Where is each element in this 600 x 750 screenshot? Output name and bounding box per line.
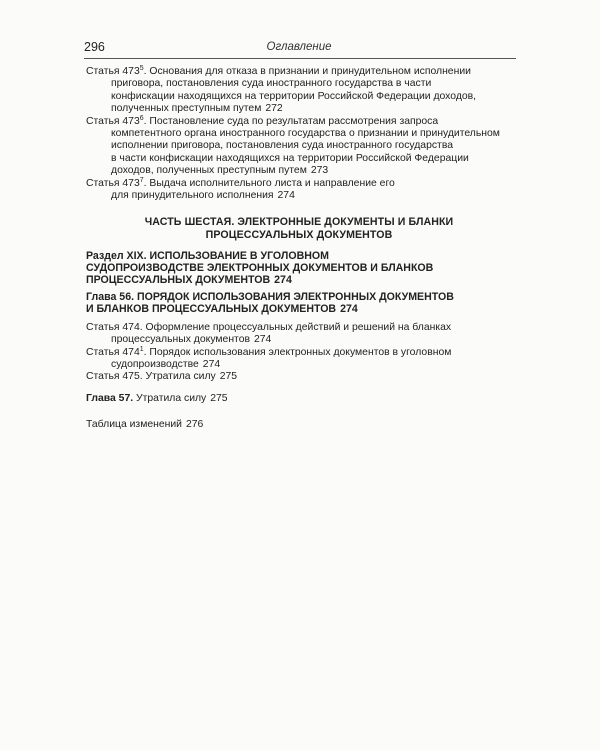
toc-entry-474-1[interactable] xyxy=(86,347,512,372)
toc-entry-line: Таблица изменений 276 xyxy=(86,419,204,431)
toc-entry-line: Статья $473^5$. Основания для отказа в признании и принудительном исполнении xyxy=(86,65,471,77)
toc-entry-line: И БЛАНКОВ ПРОЦЕССУАЛЬНЫХ ДОКУМЕНТОВ 274 xyxy=(86,303,358,316)
page-ref: 274 xyxy=(340,303,358,316)
header-rule xyxy=(84,58,516,59)
toc-entry-line: Раздел XIX. ИСПОЛЬЗОВАНИЕ В УГОЛОВНОМ xyxy=(86,249,329,262)
toc-entry-line: СУДОПРОИЗВОДСТВЕ ЭЛЕКТРОННЫХ ДОКУМЕНТОВ И БЛАНКОВ xyxy=(86,262,434,275)
page-ref: 274 xyxy=(202,358,221,370)
toc-entry-475[interactable] xyxy=(86,371,512,383)
toc-entry-473-7[interactable] xyxy=(86,178,512,203)
toc-entry-line: ПРОЦЕССУАЛЬНЫХ ДОКУМЕНТОВ 274 xyxy=(86,274,292,287)
toc-entry-changes-table[interactable] xyxy=(86,419,512,431)
toc-entry-line: компетентного органа иностранного государства о признании и принудительном xyxy=(111,128,500,140)
page-ref: 272 xyxy=(265,103,283,115)
toc-entry-474[interactable] xyxy=(86,322,512,347)
page-ref: 274 xyxy=(277,190,295,202)
toc-entry-chapter-56[interactable] xyxy=(86,291,512,316)
table-of-contents xyxy=(86,66,512,432)
page-ref: 275 xyxy=(219,371,238,383)
toc-entry-line: исполнении приговора, постановления суда иностранного государства xyxy=(111,140,454,152)
toc-entry-line: Статья $473^7$. Выдача исполнительного листа и направление его xyxy=(86,176,395,189)
toc-entry-line: Статья $473^6$. Постановление суда по результатам рассмотрения запроса xyxy=(86,114,439,127)
page-header xyxy=(84,38,514,58)
running-title: Оглавление xyxy=(266,41,332,53)
toc-entry-line: судопроизводстве 274 xyxy=(111,358,221,370)
toc-entry-line: Глава 57. Утратила силу 275 xyxy=(86,392,228,404)
toc-entry-section-19[interactable] xyxy=(86,250,512,287)
toc-entry-473-6[interactable] xyxy=(86,116,512,178)
toc-entry-line: для принудительного исполнения 274 xyxy=(111,190,295,202)
toc-entry-line: Статья 475. Утратила силу 275 xyxy=(86,371,238,383)
toc-entry-chapter-57[interactable] xyxy=(86,393,512,405)
page-ref: 274 xyxy=(254,334,272,346)
page-ref: 276 xyxy=(185,419,204,431)
page-number: 296 xyxy=(84,40,105,54)
part-heading: ЧАСТЬ ШЕСТАЯ. ЭЛЕКТРОННЫЕ ДОКУМЕНТЫ И БЛАНКИ ПРОЦЕССУАЛЬНЫХ ДОКУМЕНТОВ xyxy=(144,216,454,242)
page-ref: 273 xyxy=(310,165,329,177)
toc-entry-line: приговора, постановления суда иностранного государства в части xyxy=(111,78,432,90)
toc-entry-line: Статья 474. Оформление процессуальных действий и решений на бланках xyxy=(86,321,452,333)
toc-entry-line: Глава 56. ПОРЯДОК ИСПОЛЬЗОВАНИЯ ЭЛЕКТРОННЫХ ДОКУМЕНТОВ xyxy=(86,290,454,303)
toc-entry-line: полученных преступным путем 272 xyxy=(111,103,283,115)
toc-entry-line: доходов, полученных преступным путем 273 xyxy=(111,165,329,177)
page-ref: 275 xyxy=(210,392,228,404)
page-ref: 274 xyxy=(274,274,292,287)
toc-entry-line: конфискации находящихся на территории Российской Федерации доходов, xyxy=(111,90,477,102)
toc-entry-473-5[interactable] xyxy=(86,66,512,116)
toc-entry-line: процессуальных документов 274 xyxy=(111,334,272,346)
toc-entry-line: в части конфискации находящихся на территории Российской Федерации xyxy=(111,152,469,164)
toc-entry-line: Статья $474^1$. Порядок использования электронных документов в уголовном xyxy=(86,345,452,358)
